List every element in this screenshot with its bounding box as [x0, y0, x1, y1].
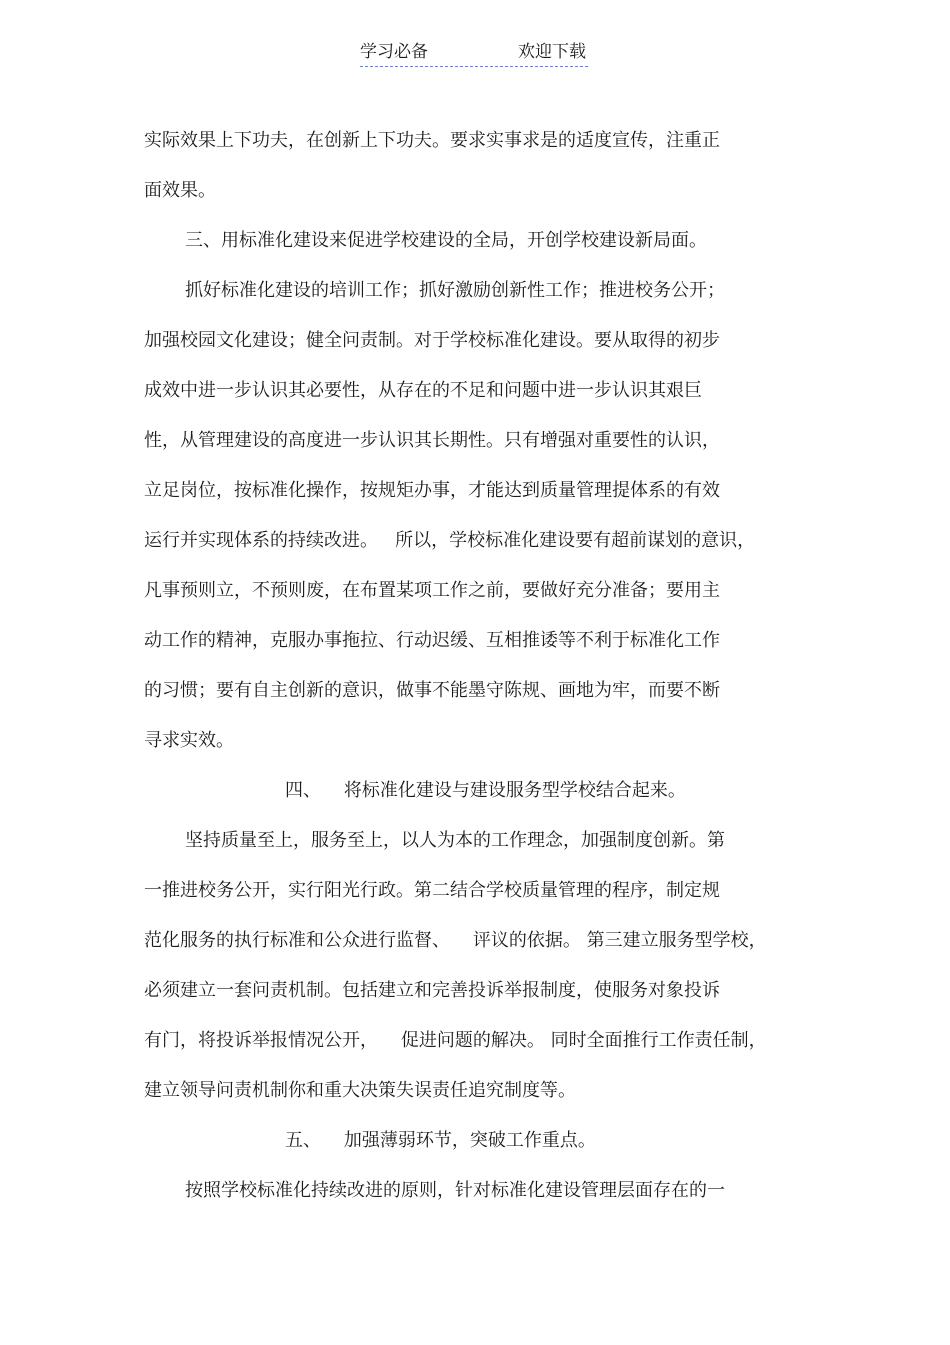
- body-line: 必须建立一套问责机制。包括建立和完善投诉举报制度，使服务对象投诉: [144, 980, 720, 1001]
- body-line: 性，从管理建设的高度进一步认识其长期性。只有增强对重要性的认识，: [144, 430, 720, 451]
- body-line: 有门，将投诉举报情况公开， 促进问题的解决。 同时全面推行工作责任制，: [144, 1030, 767, 1051]
- body-line: 一推进校务公开，实行阳光行政。第二结合学校质量管理的程序，制定规: [144, 880, 720, 901]
- body-line: 范化服务的执行标准和公众进行监督、 评议的依据。 第三建立服务型学校，: [144, 930, 767, 951]
- body-line: 成效中进一步认识其必要性，从存在的不足和问题中进一步认识其艰巨: [144, 380, 702, 401]
- body-line: 坚持质量至上，服务至上，以人为本的工作理念，加强制度创新。第: [185, 830, 725, 851]
- header-left-text: 学习必备: [360, 42, 428, 62]
- section-heading: 五、 加强薄弱环节，突破工作重点。: [285, 1130, 596, 1151]
- body-line: 动工作的精神，克服办事拖拉、行动迟缓、互相推诿等不利于标准化工作: [144, 630, 720, 651]
- section-heading: 三、用标准化建设来促进学校建设的全局，开创学校建设新局面。: [185, 230, 707, 251]
- body-line: 立足岗位，按标准化操作，按规矩办事，才能达到质量管理提体系的有效: [144, 480, 720, 501]
- section-heading: 四、 将标准化建设与建设服务型学校结合起来。: [285, 780, 686, 801]
- body-line: 抓好标准化建设的培训工作；抓好激励创新性工作；推进校务公开；: [185, 280, 725, 301]
- body-line: 加强校园文化建设；健全问责制。对于学校标准化建设。要从取得的初步: [144, 330, 720, 351]
- body-line: 建立领导问责机制你和重大决策失误责任追究制度等。: [144, 1080, 576, 1101]
- header-right-text: 欢迎下载: [518, 42, 586, 62]
- body-line: 的习惯；要有自主创新的意识，做事不能墨守陈规、画地为牢，而要不断: [144, 680, 720, 701]
- page-header: [360, 40, 588, 67]
- body-line: 运行并实现体系的持续改进。 所以，学校标准化建设要有超前谋划的意识，: [144, 530, 756, 551]
- body-line: 实际效果上下功夫，在创新上下功夫。要求实事求是的适度宣传，注重正: [144, 130, 720, 151]
- body-line: 寻求实效。: [144, 730, 234, 751]
- body-line: 按照学校标准化持续改进的原则，针对标准化建设管理层面存在的一: [185, 1180, 725, 1201]
- document-body: [144, 116, 804, 1216]
- body-line: 面效果。: [144, 180, 216, 201]
- body-line: 凡事预则立，不预则废，在布置某项工作之前，要做好充分准备；要用主: [144, 580, 720, 601]
